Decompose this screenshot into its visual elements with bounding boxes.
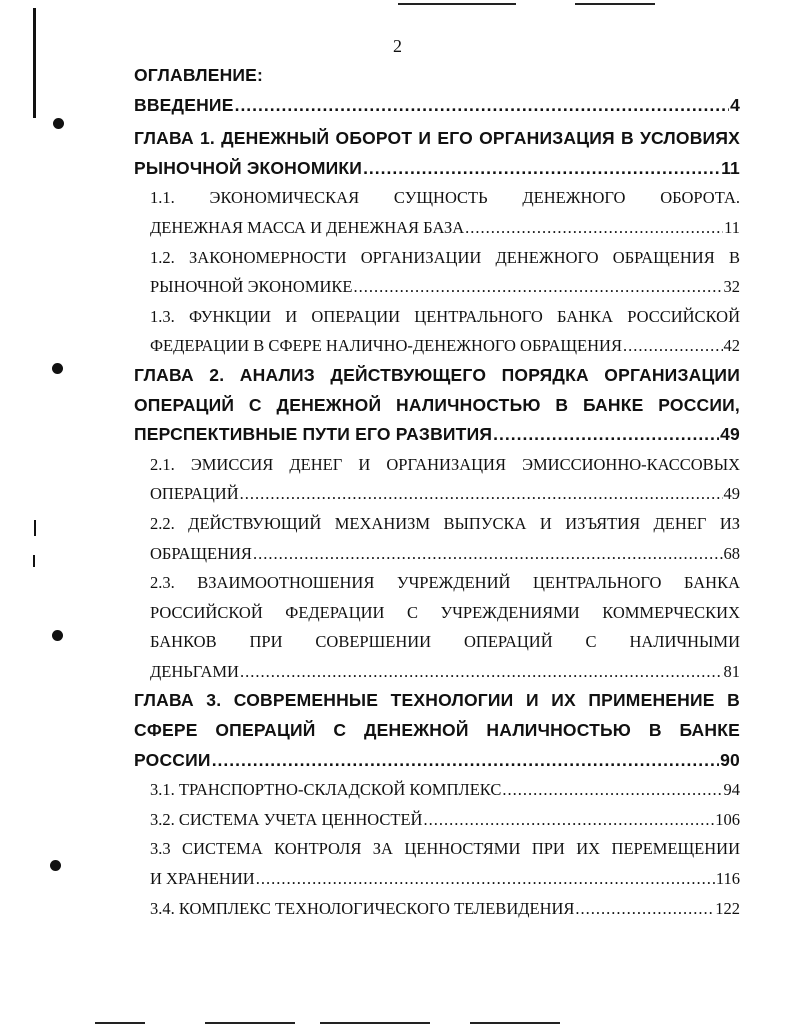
- toc-section-3-2: 3.2. СИСТЕМА УЧЕТА ЦЕННОСТЕЙ ..... 106: [134, 805, 740, 835]
- scan-bottom-line: [205, 1022, 295, 1024]
- punch-hole-mark: [52, 630, 63, 641]
- punch-hole-mark: [53, 118, 64, 129]
- toc-section-2-3-line3: БАНКОВ ПРИ СОВЕРШЕНИИ ОПЕРАЦИЙ С НАЛИЧНЫМИ: [150, 632, 740, 652]
- toc-section-1-2-end: РЫНОЧНОЙ ЭКОНОМИКЕ ..... 32: [134, 272, 740, 302]
- table-of-contents: [134, 61, 740, 923]
- toc-chapter-1-end: РЫНОЧНОЙ ЭКОНОМИКИ ..... 11: [134, 154, 740, 184]
- punch-hole-mark: [50, 860, 61, 871]
- toc-chapter-2-line2: ОПЕРАЦИЙ С ДЕНЕЖНОЙ НАЛИЧНОСТЬЮ В БАНКЕ РОССИИ,: [134, 394, 740, 415]
- toc-chapter-1: ГЛАВА 1. ДЕНЕЖНЫЙ ОБОРОТ И ЕГО ОРГАНИЗАЦИЯ В УСЛОВИЯХ: [134, 128, 740, 149]
- scan-margin-mark: [34, 520, 36, 536]
- scan-margin-line: [33, 8, 36, 118]
- page-number: 2: [393, 36, 402, 56]
- toc-section-1-1: 1.1. ЭКОНОМИЧЕСКАЯ СУЩНОСТЬ ДЕНЕЖНОГО ОБОРОТА.: [150, 188, 740, 208]
- toc-title: ОГЛАВЛЕНИЕ:: [134, 65, 264, 85]
- toc-section-2-3: 2.3. ВЗАИМООТНОШЕНИЯ УЧРЕЖДЕНИЙ ЦЕНТРАЛЬНОГО БАНКА: [150, 573, 740, 593]
- scan-bottom-line: [95, 1022, 145, 1024]
- toc-section-2-3-line2: РОССИЙСКОЙ ФЕДЕРАЦИИ С УЧРЕЖДЕНИЯМИ КОММЕРЧЕСКИХ: [150, 602, 740, 622]
- toc-entry-intro: ВВЕДЕНИЕ ..... 4: [134, 91, 740, 121]
- scan-bottom-line: [320, 1022, 430, 1024]
- toc-section-1-1-end: ДЕНЕЖНАЯ МАССА И ДЕНЕЖНАЯ БАЗА ..... 11: [134, 213, 740, 243]
- toc-section-3-3-end: И ХРАНЕНИИ ..... 116: [134, 864, 740, 894]
- toc-section-2-2-end: ОБРАЩЕНИЯ ..... 68: [134, 539, 740, 569]
- toc-chapter-2: ГЛАВА 2. АНАЛИЗ ДЕЙСТВУЮЩЕГО ПОРЯДКА ОРГАНИЗАЦИИ: [134, 364, 740, 385]
- toc-chapter-3-end: РОССИИ ..... 90: [134, 746, 740, 776]
- toc-section-1-3-end: ФЕДЕРАЦИИ В СФЕРЕ НАЛИЧНО-ДЕНЕЖНОГО ОБРАЩЕНИЯ ..... 42: [134, 331, 740, 361]
- toc-section-3-3: 3.3 СИСТЕМА КОНТРОЛЯ ЗА ЦЕННОСТЯМИ ПРИ ИХ ПЕРЕМЕЩЕНИИ: [150, 839, 740, 859]
- toc-section-2-2: 2.2. ДЕЙСТВУЮЩИЙ МЕХАНИЗМ ВЫПУСКА И ИЗЪЯТИЯ ДЕНЕГ ИЗ: [150, 513, 740, 533]
- toc-section-2-1: 2.1. ЭМИССИЯ ДЕНЕГ И ОРГАНИЗАЦИЯ ЭМИССИОННО-КАССОВЫХ: [150, 454, 740, 474]
- toc-section-2-1-end: ОПЕРАЦИЙ ..... 49: [134, 479, 740, 509]
- toc-chapter-3: ГЛАВА 3. СОВРЕМЕННЫЕ ТЕХНОЛОГИИ И ИХ ПРИМЕНЕНИЕ В: [134, 690, 740, 711]
- scan-bottom-line: [470, 1022, 560, 1024]
- toc-chapter-3-line2: СФЕРЕ ОПЕРАЦИЙ С ДЕНЕЖНОЙ НАЛИЧНОСТЬЮ В БАНКЕ: [134, 720, 740, 741]
- toc-section-2-3-end: ДЕНЬГАМИ ..... 81: [134, 657, 740, 687]
- scan-top-line: [575, 3, 655, 5]
- punch-hole-mark: [52, 363, 63, 374]
- toc-section-3-4: 3.4. КОМПЛЕКС ТЕХНОЛОГИЧЕСКОГО ТЕЛЕВИДЕНИЯ ..... 122: [134, 894, 740, 924]
- toc-section-1-2: 1.2. ЗАКОНОМЕРНОСТИ ОРГАНИЗАЦИИ ДЕНЕЖНОГО ОБРАЩЕНИЯ В: [150, 247, 740, 267]
- scan-margin-mark: [33, 555, 35, 567]
- scan-top-line: [398, 3, 516, 5]
- toc-section-3-1: 3.1. ТРАНСПОРТНО-СКЛАДСКОЙ КОМПЛЕКС ..... 94: [134, 775, 740, 805]
- toc-chapter-2-end: ПЕРСПЕКТИВНЫЕ ПУТИ ЕГО РАЗВИТИЯ ..... 49: [134, 420, 740, 450]
- toc-section-1-3: 1.3. ФУНКЦИИ И ОПЕРАЦИИ ЦЕНТРАЛЬНОГО БАНКА РОССИЙСКОЙ: [150, 306, 740, 326]
